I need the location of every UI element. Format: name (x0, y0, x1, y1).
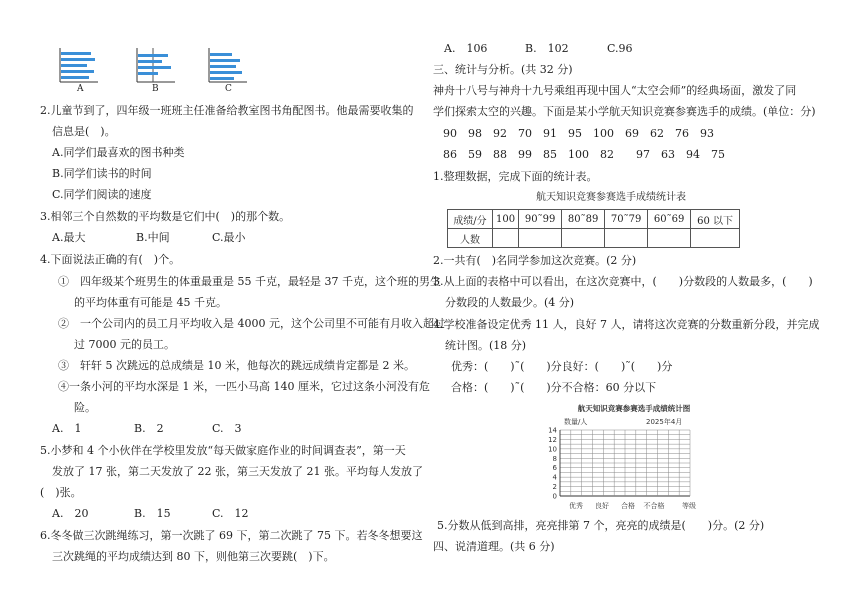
q4-item-3: ③ 轩轩 5 次跳远的总成绩是 10 米，他每次的跳远成绩肯定都是 2 米。 (58, 359, 415, 372)
q6-option-b: B. 102 (525, 42, 569, 55)
q3-option-c: C.最小 (212, 231, 246, 244)
mini-label-c: C (225, 84, 232, 94)
sub-question-2: 2.一共有( )名同学参加这次竞赛。(2 分) (433, 254, 637, 267)
chart-x-categories (569, 501, 665, 510)
q3-text: 3.相邻三个自然数的平均数是它们中( )的那个数。 (40, 210, 291, 223)
scores-line-1: 90 98 92 70 91 95 100 69 62 76 93 (443, 127, 714, 140)
q5-line-3: ( )张。 (40, 486, 82, 499)
chart-xlabel: 等级 (682, 502, 696, 510)
scores-line-2: 86 59 88 99 85 100 82 97 63 94 75 (443, 148, 725, 161)
table-header-cell: 100 (493, 210, 519, 229)
y-tick-label: 0 (552, 492, 557, 501)
q5-line-1: 5.小梦和 4 个小伙伴在学校里发放“每天做家庭作业的时间调查表”，第一天 (40, 444, 406, 457)
table-header-cell: 80˜89 (562, 210, 605, 229)
table-blank-cell[interactable] (691, 229, 740, 248)
q6-line-2: 三次跳绳的平均成绩达到 80 下，则他第三次要跳( )下。 (52, 550, 335, 563)
q6-option-c: C.96 (607, 42, 633, 55)
q2-text-2: 信息是( )。 (52, 125, 116, 138)
y-tick-label: 10 (548, 445, 557, 454)
table-header-cell: 60˜69 (648, 210, 691, 229)
sub-question-4-line-2: 统计图。(18 分) (445, 339, 527, 352)
table-blank-cell[interactable] (605, 229, 648, 248)
table-title: 航天知识竞赛参赛选手成绩统计表 (536, 192, 686, 203)
y-tick-label: 12 (548, 435, 557, 444)
table-header-cell: 90˜99 (519, 210, 562, 229)
table-blank-cell[interactable] (493, 229, 519, 248)
q2-option-b: B.同学们读书的时间 (52, 167, 152, 180)
table-blank-cell[interactable] (562, 229, 605, 248)
sub-question-5: 5.分数从低到高排，亮亮排第 7 个，亮亮的成绩是( )分。(2 分) (437, 519, 765, 532)
chart-title: 航天知识竞赛参赛选手成绩统计图 (577, 404, 691, 413)
x-category-label: 优秀 (569, 502, 583, 510)
x-category-label: 不合格 (643, 502, 665, 510)
chart-ylabel: 数量/人 (564, 418, 588, 426)
mini-chart-b (133, 44, 177, 86)
q4-item-1b: 的平均体重有可能是 45 千克。 (74, 296, 227, 309)
intro-line-2: 学们探索太空的兴趣。下面是某小学航天知识竞赛参赛选手的成绩。(单位：分) (433, 105, 816, 118)
y-tick-label: 4 (552, 473, 557, 482)
table-blank-cell[interactable] (648, 229, 691, 248)
q5-option-c: C. 12 (212, 507, 249, 520)
chart-y-ticks (548, 427, 557, 501)
q2-option-c: C.同学们阅读的速度 (52, 188, 152, 201)
q4-option-b: B. 2 (134, 422, 164, 435)
sub-question-3-line-1: 3.从上面的表格中可以看出，在这次竞赛中，( )分数段的人数最多，( ) (433, 275, 813, 288)
q6-line-1: 6.冬冬做三次跳绳练习，第一次跳了 69 下，第二次跳了 75 下。若冬冬想要这 (40, 529, 423, 542)
q2-text-1: 2.儿童节到了，四年级一班班主任准备给教室图书角配图书。他最需要收集的 (40, 104, 414, 117)
x-category-label: 合格 (621, 502, 635, 510)
section-3-title: 三、统计与分析。(共 32 分) (433, 63, 573, 76)
grade-ranges-line-2: 合格：( )˜( )分不合格：60 分以下 (451, 381, 657, 394)
sub-question-3-line-2: 分数段的人数最少。(4 分) (445, 296, 575, 309)
mini-label-b: B (152, 84, 159, 94)
q5-option-a: A. 20 (52, 507, 89, 520)
table-count-row (448, 229, 740, 248)
q4-item-1a: ① 四年级某个班男生的体重最重是 55 千克，最轻是 37 千克，这个班的男生 (58, 275, 441, 288)
q2-option-a: A.同学们最喜欢的图书种类 (52, 146, 185, 159)
table-blank-cell[interactable] (519, 229, 562, 248)
table-header-cell: 60 以下 (691, 210, 740, 229)
q5-option-b: B. 15 (134, 507, 171, 520)
mini-chart-a (56, 44, 100, 86)
q4-item-2a: ② 一个公司内的员工月平均收入是 4000 元，这个公司里不可能有月收入超过 (58, 317, 445, 330)
sub-question-1: 1.整理数据，完成下面的统计表。 (433, 170, 598, 183)
table-header-cell: 成绩/分 (448, 210, 493, 229)
table-header-cell: 70˜79 (605, 210, 648, 229)
q4-item-4a: ④一条小河的平均水深是 1 米，一匹小马高 140 厘米，它过这条小河没有危 (58, 380, 430, 393)
y-tick-label: 6 (552, 464, 557, 473)
q5-line-2: 发放了 17 张，第二天发放了 22 张，第三天发放了 21 张。平均每人发放了 (52, 465, 423, 478)
chart-grid (560, 430, 690, 496)
y-tick-label: 8 (552, 454, 557, 463)
sub-question-4-line-1: 4.学校准备设定优秀 11 人，良好 7 人，请将这次竞赛的分数重新分段，并完成 (433, 318, 820, 331)
section-4-title: 四、说清道理。(共 6 分) (433, 540, 555, 553)
x-category-label: 良好 (595, 502, 609, 510)
mini-label-a: A (77, 84, 84, 94)
intro-line-1: 神舟十八号与神舟十九号乘组再现中国人“太空会师”的经典场面，激发了同 (433, 84, 797, 97)
q4-item-2b: 过 7000 元的员工。 (74, 338, 175, 351)
q3-option-b: B.中间 (136, 231, 170, 244)
q4-text: 4.下面说法正确的有( )个。 (40, 253, 181, 266)
grade-ranges-line-1: 优秀：( )˜( )分良好：( )˜( )分 (451, 360, 673, 373)
mini-chart-c (205, 44, 249, 86)
table-row-label: 人数 (448, 229, 493, 248)
y-tick-label: 14 (548, 426, 557, 435)
table-header-row (448, 210, 740, 229)
grade-bar-chart (540, 400, 700, 512)
q4-option-c: C. 3 (212, 422, 242, 435)
q4-item-4b: 险。 (74, 401, 96, 414)
q3-option-a: A.最大 (52, 231, 86, 244)
q6-option-a: A. 106 (444, 42, 488, 55)
y-tick-label: 2 (552, 483, 557, 492)
statistics-table (447, 209, 740, 248)
chart-date: 2025年4月 (646, 418, 683, 426)
q4-option-a: A. 1 (52, 422, 82, 435)
